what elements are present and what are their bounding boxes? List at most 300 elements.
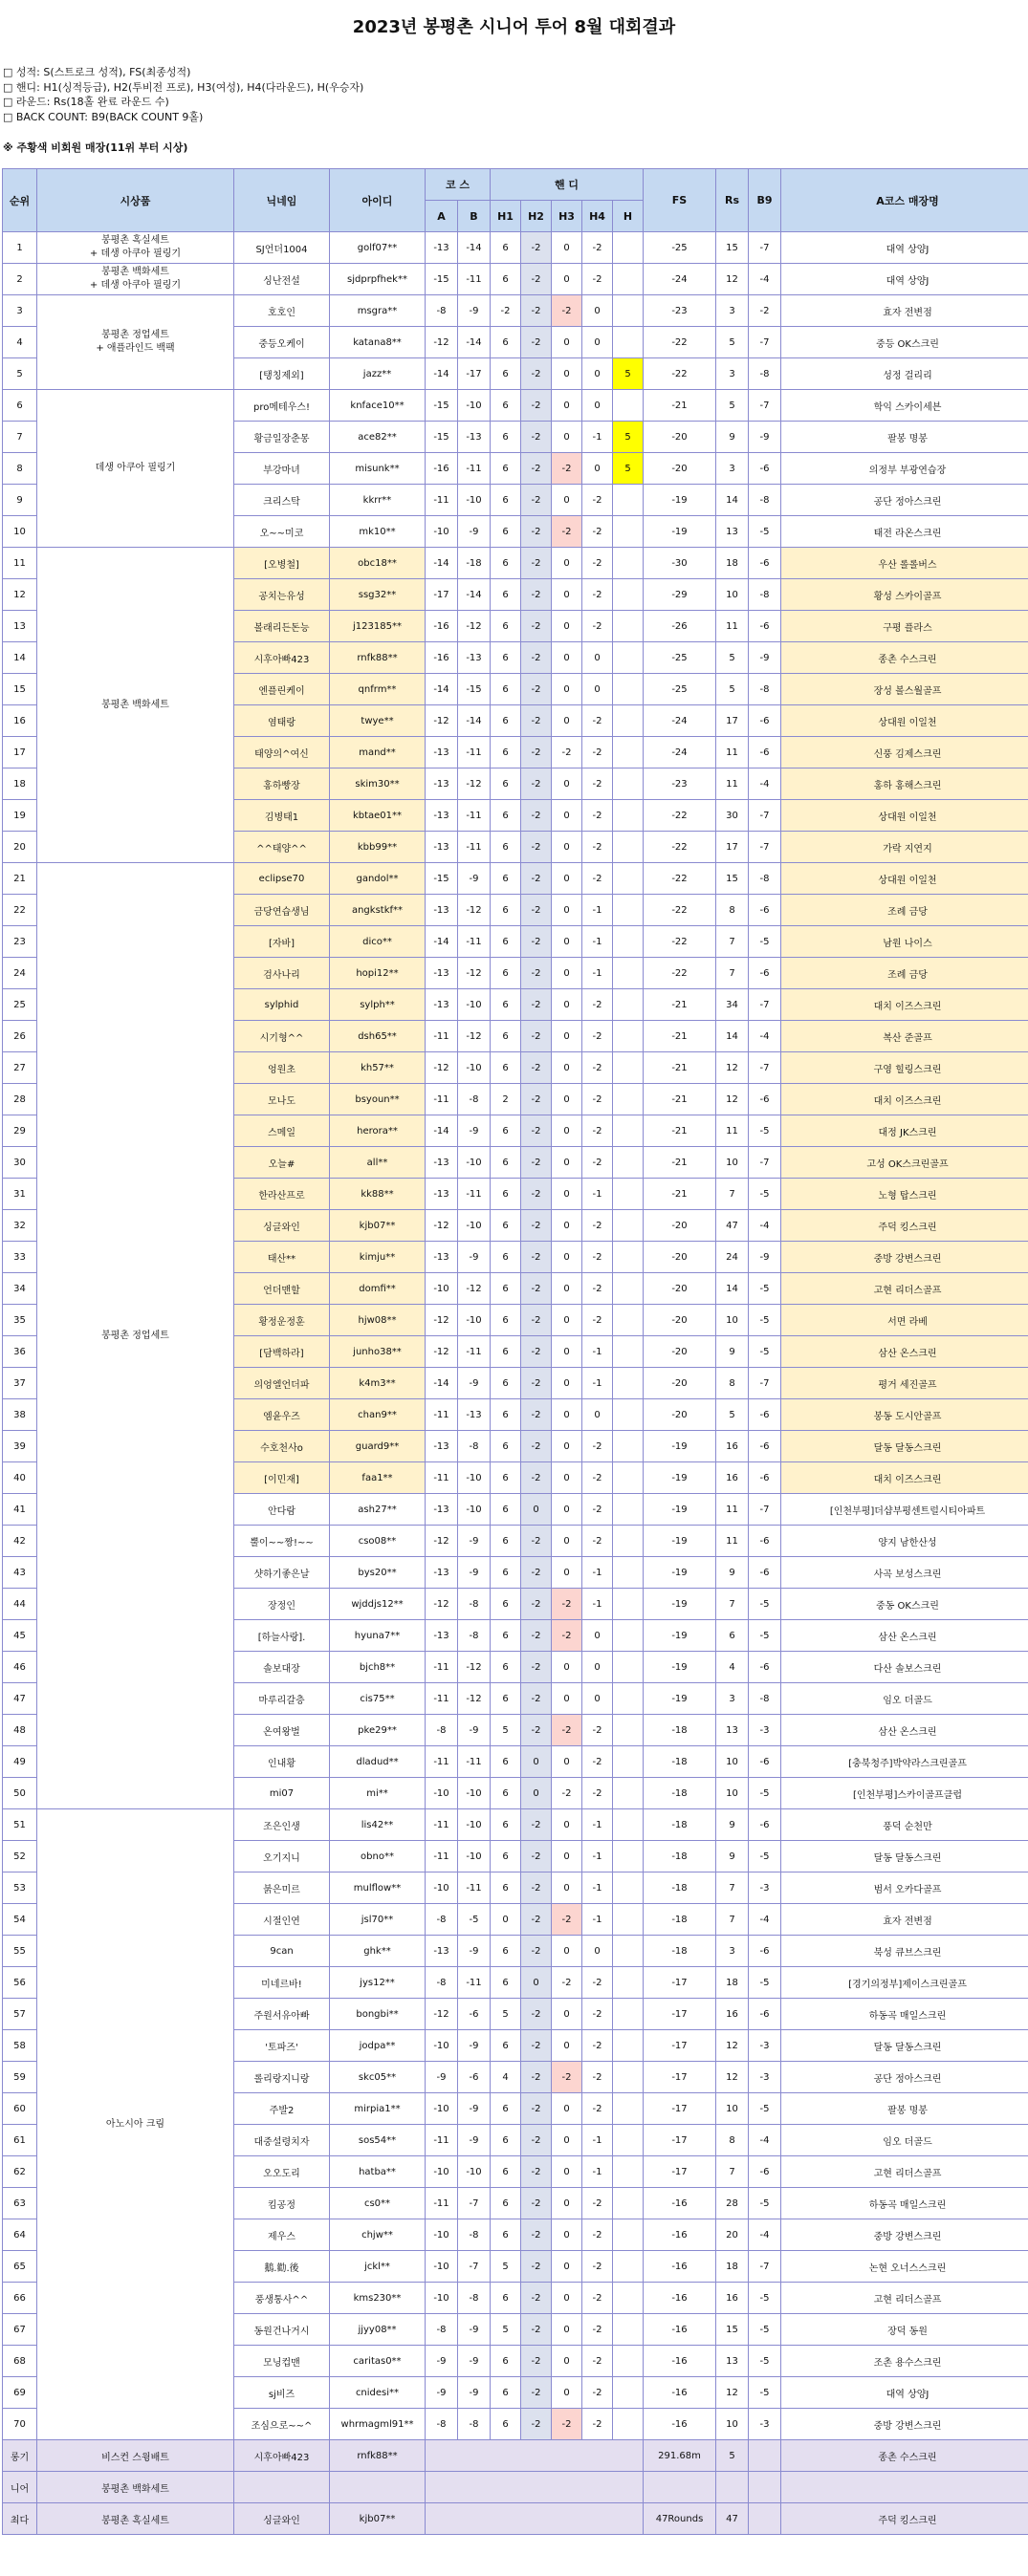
- h4-cell: 0: [582, 1936, 613, 1967]
- header-h1: H1: [491, 201, 521, 232]
- course-b-cell: -9: [458, 516, 491, 548]
- course-a-cell: -13: [426, 768, 458, 800]
- userid-cell: skim30**: [330, 768, 426, 800]
- course-b-cell: -13: [458, 1399, 491, 1431]
- course-a-cell: -10: [426, 2156, 458, 2188]
- rs-cell: 10: [716, 1778, 749, 1809]
- userid-cell: caritas0**: [330, 2346, 426, 2377]
- h-cell: [613, 2093, 644, 2125]
- userid-cell: bongbi**: [330, 1999, 426, 2030]
- h4-cell: 0: [582, 1399, 613, 1431]
- award-b9-cell: [749, 2472, 781, 2503]
- rs-cell: 3: [716, 1683, 749, 1715]
- fs-cell: -19: [644, 516, 716, 548]
- h2-cell: -2: [521, 1809, 552, 1841]
- course-a-cell: -10: [426, 2030, 458, 2062]
- course-b-cell: -11: [458, 832, 491, 863]
- nickname-cell: 싱난전설: [234, 264, 330, 295]
- h4-cell: -2: [582, 1115, 613, 1147]
- h3-cell: 0: [552, 674, 582, 705]
- rank-cell: 57: [3, 1999, 37, 2030]
- h1-cell: 6: [491, 1778, 521, 1809]
- b9-cell: -5: [749, 2283, 781, 2314]
- course-b-cell: -11: [458, 1179, 491, 1210]
- b9-cell: -4: [749, 1210, 781, 1242]
- h3-cell: -2: [552, 2409, 582, 2440]
- rs-cell: 11: [716, 1115, 749, 1147]
- h2-cell: -2: [521, 1620, 552, 1652]
- course-b-cell: -9: [458, 2377, 491, 2409]
- rs-cell: 15: [716, 2314, 749, 2346]
- h-cell: [613, 264, 644, 295]
- store-cell: 팔봉 명봉: [781, 2093, 1028, 2125]
- h1-cell: 6: [491, 2093, 521, 2125]
- h1-cell: 6: [491, 327, 521, 358]
- h1-cell: 6: [491, 1872, 521, 1904]
- b9-cell: -7: [749, 989, 781, 1021]
- h-cell: [613, 1652, 644, 1683]
- h1-cell: 5: [491, 2314, 521, 2346]
- course-b-cell: -10: [458, 1778, 491, 1809]
- h-cell: [613, 926, 644, 958]
- b9-cell: -6: [749, 895, 781, 926]
- h3-cell: 0: [552, 1494, 582, 1526]
- b9-cell: -5: [749, 1778, 781, 1809]
- fs-cell: -17: [644, 1999, 716, 2030]
- store-cell: 서면 라베: [781, 1305, 1028, 1336]
- h-cell: [613, 642, 644, 674]
- userid-cell: faa1**: [330, 1462, 426, 1494]
- course-a-cell: -10: [426, 1872, 458, 1904]
- h1-cell: 6: [491, 1526, 521, 1557]
- award-row: [3, 2503, 1028, 2535]
- nickname-cell: 검사나리: [234, 958, 330, 989]
- h3-cell: 0: [552, 1147, 582, 1179]
- b9-cell: -8: [749, 1683, 781, 1715]
- h2-cell: -2: [521, 390, 552, 422]
- fs-cell: -24: [644, 705, 716, 737]
- store-cell: 주덕 킹스크린: [781, 1210, 1028, 1242]
- course-a-cell: -10: [426, 2093, 458, 2125]
- rs-cell: 12: [716, 2062, 749, 2093]
- rank-cell: 12: [3, 579, 37, 611]
- h2-cell: -2: [521, 1872, 552, 1904]
- h2-cell: -2: [521, 516, 552, 548]
- h-cell: [613, 485, 644, 516]
- h-cell: [613, 579, 644, 611]
- b9-cell: -6: [749, 548, 781, 579]
- h4-cell: -1: [582, 926, 613, 958]
- course-b-cell: -12: [458, 1652, 491, 1683]
- rs-cell: 9: [716, 1336, 749, 1368]
- rank-cell: 19: [3, 800, 37, 832]
- h2-cell: -2: [521, 1305, 552, 1336]
- nickname-cell: 황금일장춘몽: [234, 422, 330, 453]
- store-cell: 장성 볼스월골프: [781, 674, 1028, 705]
- fs-cell: -16: [644, 2314, 716, 2346]
- rs-cell: 7: [716, 958, 749, 989]
- store-cell: 하동곡 매일스크린: [781, 2188, 1028, 2219]
- h2-cell: -2: [521, 2283, 552, 2314]
- results-body: [3, 232, 1028, 2535]
- nickname-cell: 의엉엘언더파: [234, 1368, 330, 1399]
- nickname-cell: 언더맨할: [234, 1273, 330, 1305]
- award-userid-cell: kjb07**: [330, 2503, 426, 2535]
- course-b-cell: -11: [458, 1746, 491, 1778]
- h4-cell: -2: [582, 2314, 613, 2346]
- store-cell: 달동 달동스크린: [781, 1431, 1028, 1462]
- h2-cell: -2: [521, 1999, 552, 2030]
- h-cell: [613, 1147, 644, 1179]
- award-userid-cell: rnfk88**: [330, 2440, 426, 2472]
- course-b-cell: -14: [458, 327, 491, 358]
- nickname-cell: SJ언더1004: [234, 232, 330, 264]
- store-cell: 달동 달동스크린: [781, 1841, 1028, 1872]
- h2-cell: -2: [521, 2251, 552, 2283]
- course-a-cell: -11: [426, 1652, 458, 1683]
- rank-cell: 65: [3, 2251, 37, 2283]
- h2-cell: -2: [521, 2219, 552, 2251]
- h4-cell: -1: [582, 422, 613, 453]
- userid-cell: skc05**: [330, 2062, 426, 2093]
- h-cell: [613, 232, 644, 264]
- h4-cell: -1: [582, 1841, 613, 1872]
- h1-cell: 6: [491, 1115, 521, 1147]
- store-cell: 대정 JK스크린: [781, 1115, 1028, 1147]
- store-cell: 공단 정아스크린: [781, 2062, 1028, 2093]
- h2-cell: -2: [521, 1084, 552, 1115]
- nickname-cell: 부강마녀: [234, 453, 330, 485]
- nickname-cell: [담백하라]: [234, 1336, 330, 1368]
- rank-cell: 68: [3, 2346, 37, 2377]
- rs-cell: 9: [716, 1809, 749, 1841]
- h3-cell: -2: [552, 453, 582, 485]
- fs-cell: -20: [644, 1399, 716, 1431]
- header-h: H: [613, 201, 644, 232]
- prize-cell: 데생 아쿠아 필링기: [37, 390, 234, 548]
- course-b-cell: -10: [458, 1147, 491, 1179]
- award-store-cell: 주덕 킹스크린: [781, 2503, 1028, 2535]
- h2-cell: -2: [521, 1936, 552, 1967]
- rs-cell: 34: [716, 989, 749, 1021]
- h2-cell: -2: [521, 1557, 552, 1589]
- course-a-cell: -11: [426, 1809, 458, 1841]
- course-a-cell: -12: [426, 1052, 458, 1084]
- prize-cell: 봉평촌 혹실세트 + 데생 아쿠아 필링기: [37, 232, 234, 264]
- b9-cell: -6: [749, 1557, 781, 1589]
- nickname-cell: 9can: [234, 1936, 330, 1967]
- store-cell: 태전 라온스크린: [781, 516, 1028, 548]
- h-cell: [613, 1336, 644, 1368]
- rank-cell: 38: [3, 1399, 37, 1431]
- fs-cell: -23: [644, 295, 716, 327]
- award-rs-cell: [716, 2472, 749, 2503]
- fs-cell: -16: [644, 2283, 716, 2314]
- rank-cell: 26: [3, 1021, 37, 1052]
- course-a-cell: -12: [426, 327, 458, 358]
- h1-cell: 6: [491, 1462, 521, 1494]
- h4-cell: -1: [582, 1557, 613, 1589]
- h3-cell: 0: [552, 1084, 582, 1115]
- h3-cell: 0: [552, 1115, 582, 1147]
- h3-cell: 0: [552, 1368, 582, 1399]
- course-a-cell: -8: [426, 1715, 458, 1746]
- b9-cell: -7: [749, 390, 781, 422]
- h4-cell: -2: [582, 1715, 613, 1746]
- h1-cell: 6: [491, 1336, 521, 1368]
- table-row: [3, 548, 1028, 579]
- rank-cell: 43: [3, 1557, 37, 1589]
- nickname-cell: sylphid: [234, 989, 330, 1021]
- b9-cell: -4: [749, 2219, 781, 2251]
- h4-cell: -2: [582, 1084, 613, 1115]
- fs-cell: -22: [644, 895, 716, 926]
- course-a-cell: -15: [426, 863, 458, 895]
- h3-cell: 0: [552, 1431, 582, 1462]
- userid-cell: guard9**: [330, 1431, 426, 1462]
- rs-cell: 16: [716, 1431, 749, 1462]
- course-a-cell: -12: [426, 1305, 458, 1336]
- h-cell: [613, 705, 644, 737]
- b9-cell: -3: [749, 2030, 781, 2062]
- course-a-cell: -10: [426, 2283, 458, 2314]
- userid-cell: sos54**: [330, 2125, 426, 2156]
- h-cell: [613, 1115, 644, 1147]
- prize-cell: 아노시아 크림: [37, 1809, 234, 2440]
- rank-cell: 15: [3, 674, 37, 705]
- b9-cell: -6: [749, 1462, 781, 1494]
- rank-cell: 42: [3, 1526, 37, 1557]
- b9-cell: -7: [749, 232, 781, 264]
- store-cell: 구영 힐링스크린: [781, 1052, 1028, 1084]
- h2-cell: -2: [521, 358, 552, 390]
- award-rs-cell: 47: [716, 2503, 749, 2535]
- fs-cell: -18: [644, 1904, 716, 1936]
- b9-cell: -7: [749, 1052, 781, 1084]
- h-cell: 5: [613, 422, 644, 453]
- course-b-cell: -7: [458, 2251, 491, 2283]
- h1-cell: 6: [491, 232, 521, 264]
- b9-cell: -9: [749, 642, 781, 674]
- h1-cell: 2: [491, 1084, 521, 1115]
- prize-cell: 봉평촌 백화세트 + 데생 아쿠아 필링기: [37, 264, 234, 295]
- course-b-cell: -9: [458, 1242, 491, 1273]
- rs-cell: 6: [716, 1620, 749, 1652]
- rs-cell: 16: [716, 2283, 749, 2314]
- h2-cell: -2: [521, 1715, 552, 1746]
- h4-cell: -2: [582, 1242, 613, 1273]
- h1-cell: 6: [491, 2219, 521, 2251]
- h1-cell: 6: [491, 516, 521, 548]
- nickname-cell: 미네르바!: [234, 1967, 330, 1999]
- store-cell: 중동 OK스크린: [781, 1589, 1028, 1620]
- rs-cell: 5: [716, 327, 749, 358]
- userid-cell: herora**: [330, 1115, 426, 1147]
- rs-cell: 15: [716, 863, 749, 895]
- course-a-cell: -17: [426, 579, 458, 611]
- userid-cell: dladud**: [330, 1746, 426, 1778]
- h3-cell: 0: [552, 2251, 582, 2283]
- b9-cell: -5: [749, 2093, 781, 2125]
- b9-cell: -4: [749, 2125, 781, 2156]
- fs-cell: -17: [644, 2093, 716, 2125]
- h3-cell: 0: [552, 2093, 582, 2125]
- rs-cell: 11: [716, 1526, 749, 1557]
- rank-cell: 18: [3, 768, 37, 800]
- h2-cell: -2: [521, 2030, 552, 2062]
- h4-cell: -2: [582, 800, 613, 832]
- rank-cell: 41: [3, 1494, 37, 1526]
- fs-cell: -21: [644, 390, 716, 422]
- b9-cell: -8: [749, 674, 781, 705]
- h2-cell: -2: [521, 2314, 552, 2346]
- header-b9: B9: [749, 169, 781, 232]
- rank-cell: 44: [3, 1589, 37, 1620]
- course-a-cell: -15: [426, 390, 458, 422]
- course-b-cell: -9: [458, 2030, 491, 2062]
- h3-cell: 0: [552, 1179, 582, 1210]
- h1-cell: 6: [491, 1399, 521, 1431]
- h4-cell: -2: [582, 2283, 613, 2314]
- legend-line: □ BACK COUNT: B9(BACK COUNT 9홀): [3, 110, 204, 123]
- rank-cell: 4: [3, 327, 37, 358]
- rs-cell: 5: [716, 1399, 749, 1431]
- h3-cell: 0: [552, 2030, 582, 2062]
- userid-cell: jys12**: [330, 1967, 426, 1999]
- course-b-cell: -10: [458, 989, 491, 1021]
- rs-cell: 14: [716, 485, 749, 516]
- userid-cell: sjdprpfhek**: [330, 264, 426, 295]
- store-cell: 학익 스카이세븐: [781, 390, 1028, 422]
- h3-cell: -2: [552, 1715, 582, 1746]
- h1-cell: 6: [491, 2156, 521, 2188]
- h1-cell: 6: [491, 1305, 521, 1336]
- b9-cell: -3: [749, 2409, 781, 2440]
- h1-cell: 6: [491, 1210, 521, 1242]
- h4-cell: -1: [582, 895, 613, 926]
- rs-cell: 8: [716, 2125, 749, 2156]
- userid-cell: domfi**: [330, 1273, 426, 1305]
- userid-cell: bjch8**: [330, 1652, 426, 1683]
- h1-cell: 6: [491, 642, 521, 674]
- b9-cell: -9: [749, 422, 781, 453]
- header-rank: 순위: [3, 169, 37, 232]
- course-b-cell: -10: [458, 1305, 491, 1336]
- h3-cell: 0: [552, 895, 582, 926]
- userid-cell: kbb99**: [330, 832, 426, 863]
- rs-cell: 14: [716, 1021, 749, 1052]
- fs-cell: -18: [644, 1715, 716, 1746]
- h4-cell: 0: [582, 642, 613, 674]
- h3-cell: 0: [552, 327, 582, 358]
- h2-cell: -2: [521, 2093, 552, 2125]
- h4-cell: -2: [582, 2346, 613, 2377]
- fs-cell: -18: [644, 1841, 716, 1872]
- h-cell: [613, 989, 644, 1021]
- b9-cell: -6: [749, 2156, 781, 2188]
- nickname-cell: 샷하기좋은날: [234, 1557, 330, 1589]
- b9-cell: -6: [749, 1399, 781, 1431]
- course-b-cell: -14: [458, 579, 491, 611]
- h2-cell: 0: [521, 1967, 552, 1999]
- userid-cell: cnidesi**: [330, 2377, 426, 2409]
- userid-cell: ash27**: [330, 1494, 426, 1526]
- h3-cell: 0: [552, 358, 582, 390]
- header-a: A: [426, 201, 458, 232]
- rank-cell: 24: [3, 958, 37, 989]
- fs-cell: -17: [644, 1967, 716, 1999]
- b9-cell: -6: [749, 1746, 781, 1778]
- h1-cell: 6: [491, 1368, 521, 1399]
- course-b-cell: -9: [458, 1936, 491, 1967]
- rank-cell: 53: [3, 1872, 37, 1904]
- fs-cell: -25: [644, 642, 716, 674]
- b9-cell: -6: [749, 1431, 781, 1462]
- userid-cell: ace82**: [330, 422, 426, 453]
- nickname-cell: 대중설령치자: [234, 2125, 330, 2156]
- h4-cell: 0: [582, 674, 613, 705]
- h3-cell: 0: [552, 1052, 582, 1084]
- userid-cell: mulflow**: [330, 1872, 426, 1904]
- fs-cell: -16: [644, 2251, 716, 2283]
- b9-cell: -5: [749, 1305, 781, 1336]
- nickname-cell: 김병태1: [234, 800, 330, 832]
- header-h2: H2: [521, 201, 552, 232]
- userid-cell: mi**: [330, 1778, 426, 1809]
- course-b-cell: -8: [458, 1589, 491, 1620]
- course-b-cell: -11: [458, 453, 491, 485]
- b9-cell: -4: [749, 1904, 781, 1936]
- h1-cell: 6: [491, 1620, 521, 1652]
- course-a-cell: -12: [426, 1999, 458, 2030]
- fs-cell: -23: [644, 768, 716, 800]
- b9-cell: -7: [749, 1494, 781, 1526]
- h-cell: [613, 611, 644, 642]
- userid-cell: kh57**: [330, 1052, 426, 1084]
- course-b-cell: -13: [458, 422, 491, 453]
- rank-cell: 34: [3, 1273, 37, 1305]
- h2-cell: -2: [521, 1273, 552, 1305]
- header-b: B: [458, 201, 491, 232]
- nickname-cell: 주발2: [234, 2093, 330, 2125]
- rs-cell: 10: [716, 2409, 749, 2440]
- nickname-cell: 뿔이~~짱!~~: [234, 1526, 330, 1557]
- nickname-cell: 오~~미코: [234, 516, 330, 548]
- fs-cell: -21: [644, 1115, 716, 1147]
- userid-cell: rnfk88**: [330, 642, 426, 674]
- h-cell: [613, 2188, 644, 2219]
- h-cell: [613, 1494, 644, 1526]
- h4-cell: -2: [582, 485, 613, 516]
- fs-cell: -19: [644, 1589, 716, 1620]
- b9-cell: -5: [749, 1589, 781, 1620]
- store-cell: 평거 세진골프: [781, 1368, 1028, 1399]
- h4-cell: -2: [582, 863, 613, 895]
- nickname-cell: 오오도리: [234, 2156, 330, 2188]
- h2-cell: -2: [521, 1841, 552, 1872]
- course-a-cell: -13: [426, 1179, 458, 1210]
- h2-cell: -2: [521, 989, 552, 1021]
- userid-cell: katana8**: [330, 327, 426, 358]
- userid-cell: angkstkf**: [330, 895, 426, 926]
- rank-cell: 33: [3, 1242, 37, 1273]
- award-value-cell: 291.68m: [644, 2440, 716, 2472]
- store-cell: 논현 오너스스크린: [781, 2251, 1028, 2283]
- store-cell: 하동곡 매일스크린: [781, 1999, 1028, 2030]
- rank-cell: 45: [3, 1620, 37, 1652]
- course-b-cell: -10: [458, 390, 491, 422]
- fs-cell: -21: [644, 1021, 716, 1052]
